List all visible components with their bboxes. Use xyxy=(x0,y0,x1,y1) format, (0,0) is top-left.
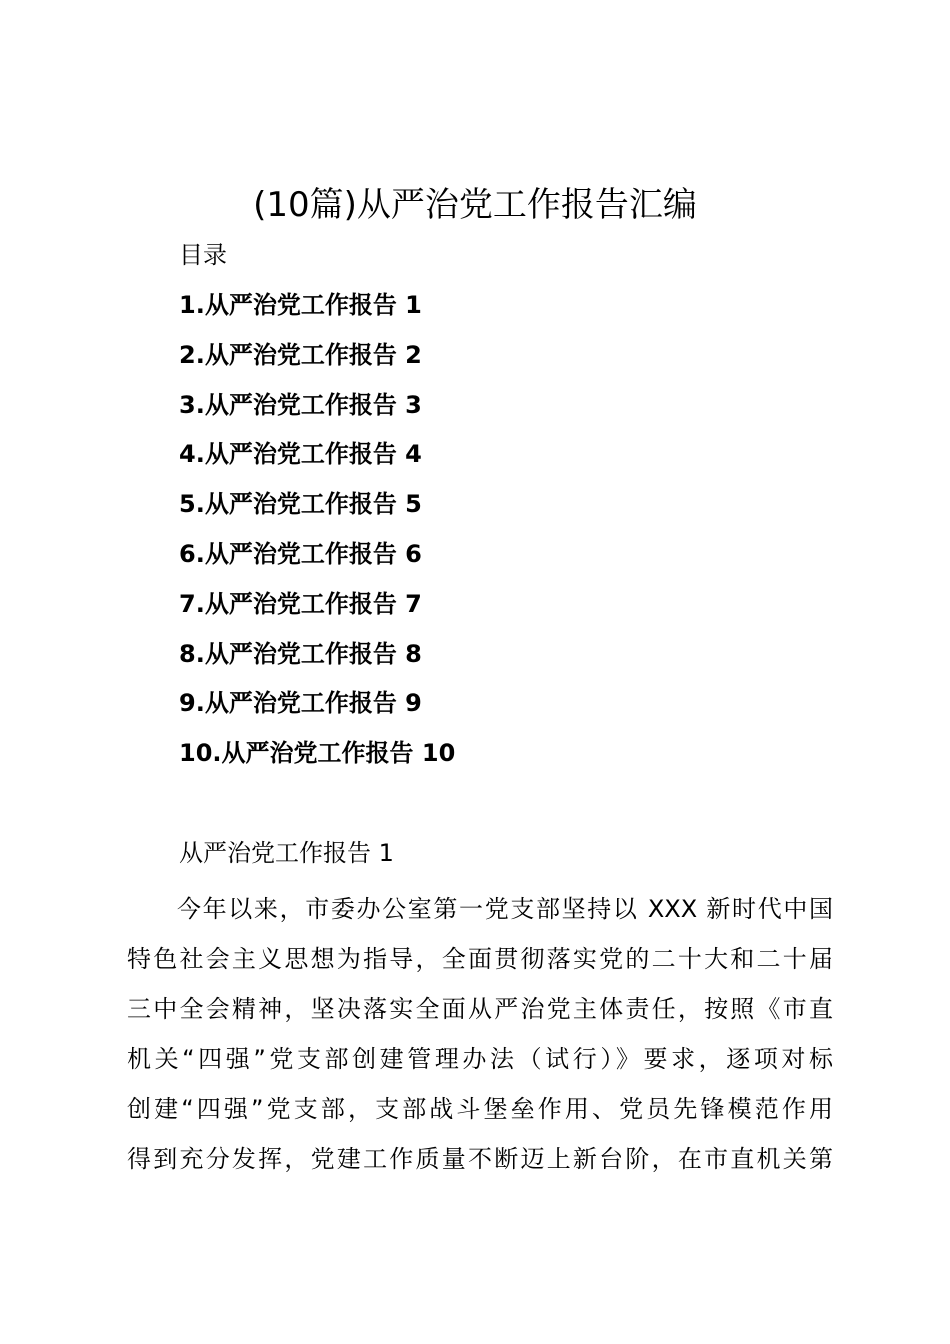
body-line: 今年以来，市委办公室第一党支部坚持以 XXX 新时代中国 xyxy=(177,895,833,923)
table-of-contents xyxy=(179,287,455,785)
toc-item-2[interactable]: 2.从严治党工作报告 2 xyxy=(179,340,422,369)
body-line: 创建“四强”党支部，支部战斗堡垒作用、党员先锋模范作用 xyxy=(127,1095,833,1123)
toc-heading: 目录 xyxy=(179,241,227,269)
body-line: 机关“四强”党支部创建管理办法（试行）》要求，逐项对标 xyxy=(127,1045,833,1073)
toc-item-6[interactable]: 6.从严治党工作报告 6 xyxy=(179,539,422,568)
toc-item-3[interactable]: 3.从严治党工作报告 3 xyxy=(179,390,422,419)
toc-item-8[interactable]: 8.从严治党工作报告 8 xyxy=(179,639,422,668)
section-title: 从严治党工作报告 1 xyxy=(179,839,394,867)
document-title: (10篇)从严治党工作报告汇编 xyxy=(253,185,697,225)
toc-item-4[interactable]: 4.从严治党工作报告 4 xyxy=(179,440,422,469)
toc-item-9[interactable]: 9.从严治党工作报告 9 xyxy=(179,689,422,718)
body-paragraph xyxy=(127,884,833,1184)
toc-item-5[interactable]: 5.从严治党工作报告 5 xyxy=(179,490,422,519)
body-line: 特色社会主义思想为指导，全面贯彻落实党的二十大和二十届 xyxy=(127,945,833,973)
toc-item-1[interactable]: 1.从严治党工作报告 1 xyxy=(179,291,422,319)
toc-item-10[interactable]: 10.从严治党工作报告 10 xyxy=(179,739,456,768)
body-line: 得到充分发挥，党建工作质量不断迈上新台阶，在市直机关第 xyxy=(127,1145,833,1173)
toc-item-7[interactable]: 7.从严治党工作报告 7 xyxy=(179,589,422,618)
body-line: 三中全会精神，坚决落实全面从严治党主体责任，按照《市直 xyxy=(127,995,833,1023)
